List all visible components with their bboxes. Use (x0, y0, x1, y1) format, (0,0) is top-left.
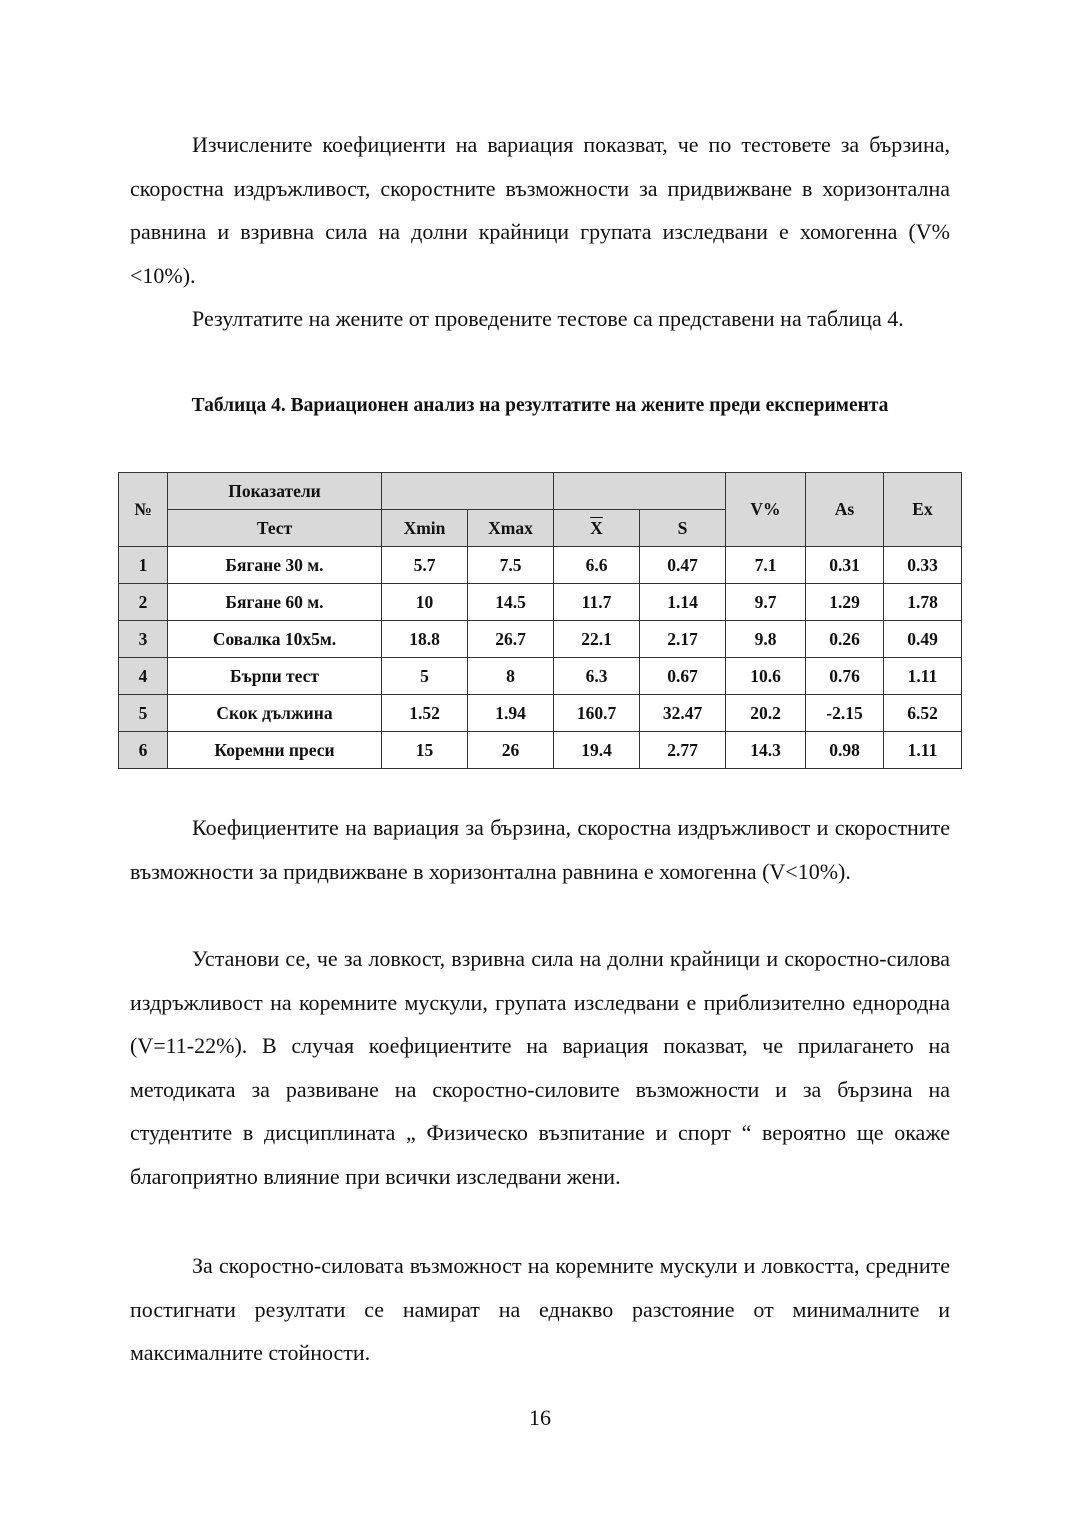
cell-ex: 6.52 (884, 695, 962, 732)
table-row (119, 584, 962, 621)
cell-no: 2 (119, 584, 168, 621)
table-row (119, 695, 962, 732)
cell-as: 0.31 (806, 547, 884, 584)
header-as: As (806, 473, 884, 547)
cell-v: 20.2 (726, 695, 806, 732)
cell-s: 32.47 (640, 695, 726, 732)
cell-xmax: 7.5 (468, 547, 554, 584)
cell-ex: 1.78 (884, 584, 962, 621)
cell-no: 3 (119, 621, 168, 658)
cell-no: 6 (119, 732, 168, 769)
cell-v: 10.6 (726, 658, 806, 695)
cell-test: Скок дължина (168, 695, 382, 732)
header-test: Тест (168, 510, 382, 547)
table-caption-label: Таблица 4 (191, 395, 281, 416)
cell-test: Бягане 30 м. (168, 547, 382, 584)
table-row (119, 732, 962, 769)
cell-test: Совалка 10х5м. (168, 621, 382, 658)
cell-xmin: 15 (382, 732, 468, 769)
header-no: № (119, 473, 168, 547)
paragraph-1: Изчислените коефициенти на вариация показват, че по тестовете за бързина, скоростна издръжливост, скоростните възможности за придвижване в хоризонтална равнина и взривна сила на долни крайници групата изследвани е хомогенна (V%<10%). (130, 132, 950, 288)
cell-s: 0.67 (640, 658, 726, 695)
cell-xmean: 160.7 (554, 695, 640, 732)
xbar-symbol: $\overline{X}$ (590, 517, 603, 538)
header-indicators: Показатели (168, 473, 382, 510)
cell-test: Бърпи тест (168, 658, 382, 695)
cell-xmean: 22.1 (554, 621, 640, 658)
cell-xmax: 26.7 (468, 621, 554, 658)
paragraph-3: Коефициентите на вариация за бързина, скоростна издръжливост и скоростните възможности за придвижване в хоризонтална равнина е хомогенна (V<10%). (130, 815, 950, 884)
cell-ex: 1.11 (884, 658, 962, 695)
cell-v: 14.3 (726, 732, 806, 769)
cell-xmin: 1.52 (382, 695, 468, 732)
table-caption-separator: . (280, 395, 291, 416)
page-number: 16 (529, 1405, 551, 1430)
cell-v: 7.1 (726, 547, 806, 584)
cell-test: Коремни преси (168, 732, 382, 769)
cell-xmax: 26 (468, 732, 554, 769)
table-row (119, 621, 962, 658)
cell-xmin: 18.8 (382, 621, 468, 658)
cell-no: 5 (119, 695, 168, 732)
cell-s: 2.77 (640, 732, 726, 769)
cell-ex: 0.49 (884, 621, 962, 658)
cell-no: 4 (119, 658, 168, 695)
header-xmean (554, 510, 640, 547)
header-ex: Ex (884, 473, 962, 547)
table-row (119, 547, 962, 584)
cell-xmean: 11.7 (554, 584, 640, 621)
header-xmax: Xmax (468, 510, 554, 547)
cell-as: 0.76 (806, 658, 884, 695)
table-row (119, 658, 962, 695)
cell-xmean: 19.4 (554, 732, 640, 769)
cell-s: 0.47 (640, 547, 726, 584)
header-s: S (640, 510, 726, 547)
cell-s: 2.17 (640, 621, 726, 658)
cell-ex: 1.11 (884, 732, 962, 769)
paragraph-2: Резултатите на жените от проведените тестове са представени на таблица 4. (192, 306, 904, 331)
cell-xmax: 1.94 (468, 695, 554, 732)
cell-no: 1 (119, 547, 168, 584)
cell-ex: 0.33 (884, 547, 962, 584)
cell-xmean: 6.3 (554, 658, 640, 695)
variation-analysis-table (118, 472, 962, 769)
cell-v: 9.7 (726, 584, 806, 621)
cell-v: 9.8 (726, 621, 806, 658)
cell-xmin: 5.7 (382, 547, 468, 584)
header-blank-1 (382, 473, 554, 510)
header-v: V% (726, 473, 806, 547)
cell-as: 1.29 (806, 584, 884, 621)
cell-xmean: 6.6 (554, 547, 640, 584)
cell-as: 0.26 (806, 621, 884, 658)
table-caption (130, 385, 950, 426)
cell-xmax: 14.5 (468, 584, 554, 621)
cell-test: Бягане 60 м. (168, 584, 382, 621)
cell-s: 1.14 (640, 584, 726, 621)
table-caption-title: Вариационен анализ на резултатите на жените преди експеримента (290, 395, 889, 416)
header-xmin: Xmin (382, 510, 468, 547)
paragraph-5: За скоростно-силовата възможност на коремните мускули и ловкостта, средните постигнати резултати се намират на еднакво разстояние от минималните и максималните стойности. (130, 1253, 950, 1365)
cell-as: 0.98 (806, 732, 884, 769)
paragraph-4: Установи се, че за ловкост, взривна сила на долни крайници и скоростно-силова издръжливост на коремните мускули, групата изследвани е приблизително еднородна (V=11-22%). В случая коефициентите на вариация показват, че прилагането на методиката за развиване на скоростно-силовите възможности и за бързина на студентите в дисциплината „ Физическо възпитание и спорт “ вероятно ще окаже благоприятно влияние при всички изследвани жени. (130, 946, 950, 1189)
header-blank-2 (554, 473, 726, 510)
cell-xmin: 5 (382, 658, 468, 695)
cell-xmax: 8 (468, 658, 554, 695)
cell-xmin: 10 (382, 584, 468, 621)
cell-as: -2.15 (806, 695, 884, 732)
